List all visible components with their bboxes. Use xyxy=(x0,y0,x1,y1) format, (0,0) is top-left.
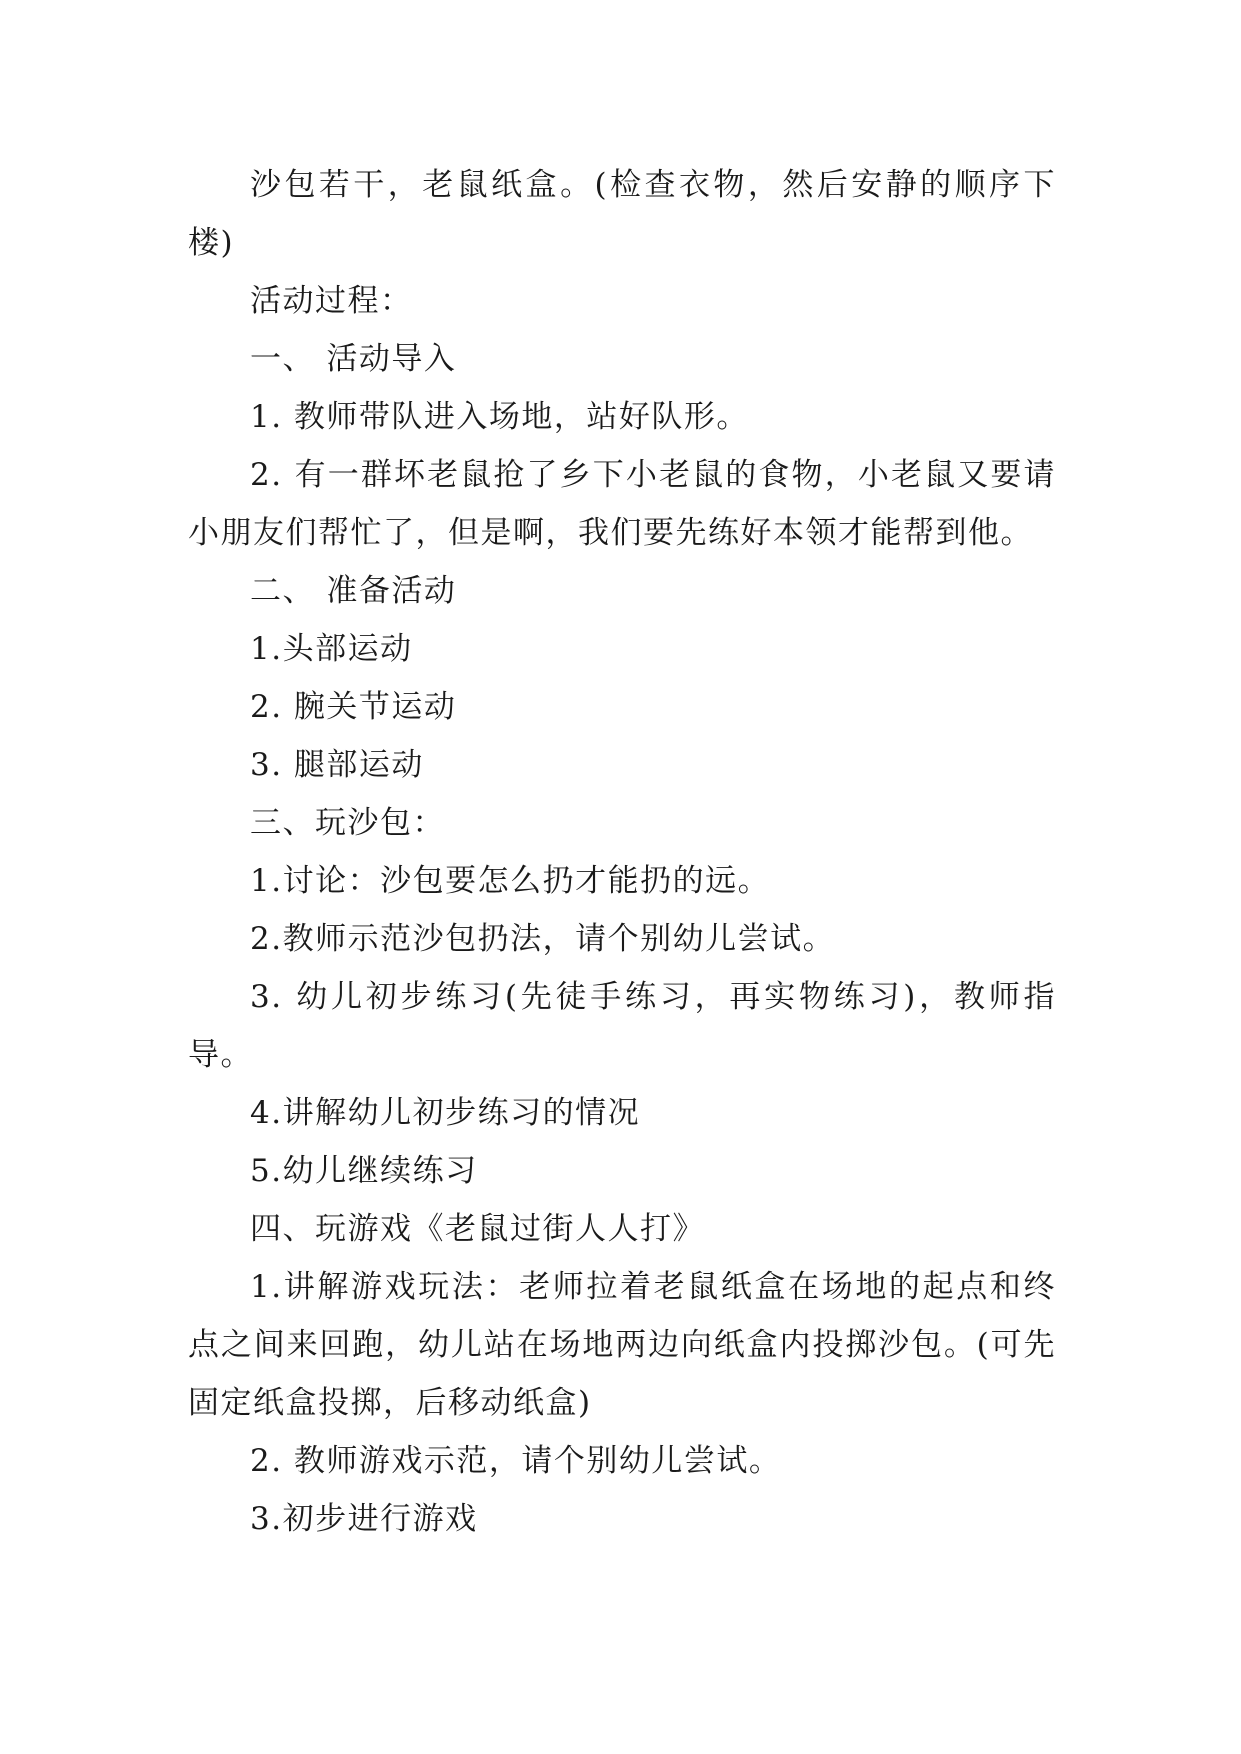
section-heading-sandbag: 三、玩沙包： xyxy=(250,805,445,841)
list-item: 3.初步进行游戏 xyxy=(250,1501,478,1537)
list-item: 1.讨论：沙包要怎么扔才能扔的远。 xyxy=(250,863,771,899)
document-body xyxy=(188,156,1056,1548)
list-item: 1. 教师带队进入场地，站好队形。 xyxy=(250,399,749,435)
list-item: 2. 有一群坏老鼠抢了乡下小老鼠的食物，小老鼠又要请小朋友们帮忙了，但是啊，我们要先练好本领才能帮到他。 xyxy=(188,457,1056,551)
list-item: 2. 教师游戏示范，请个别幼儿尝试。 xyxy=(250,1443,782,1479)
section-heading-warmup: 二、 准备活动 xyxy=(250,573,457,609)
list-item: 3. 腿部运动 xyxy=(250,747,424,783)
list-item: 3. 幼儿初步练习(先徒手练习，再实物练习)，教师指导。 xyxy=(188,979,1056,1073)
paragraph-process-heading: 活动过程： xyxy=(250,283,413,319)
list-item: 2. 腕关节运动 xyxy=(250,689,457,725)
list-item: 5.幼儿继续练习 xyxy=(250,1153,478,1189)
section-heading-intro: 一、 活动导入 xyxy=(250,341,457,377)
section-heading-game: 四、玩游戏《老鼠过街人人打》 xyxy=(250,1211,705,1247)
list-item: 2.教师示范沙包扔法，请个别幼儿尝试。 xyxy=(250,921,836,957)
list-item: 1.讲解游戏玩法：老师拉着老鼠纸盒在场地的起点和终点之间来回跑，幼儿站在场地两边向纸盒内投掷沙包。(可先固定纸盒投掷，后移动纸盒) xyxy=(188,1269,1056,1421)
list-item: 1.头部运动 xyxy=(250,631,413,667)
list-item: 4.讲解幼儿初步练习的情况 xyxy=(250,1095,641,1131)
paragraph-materials: 沙包若干，老鼠纸盒。(检查衣物，然后安静的顺序下楼) xyxy=(188,167,1056,261)
